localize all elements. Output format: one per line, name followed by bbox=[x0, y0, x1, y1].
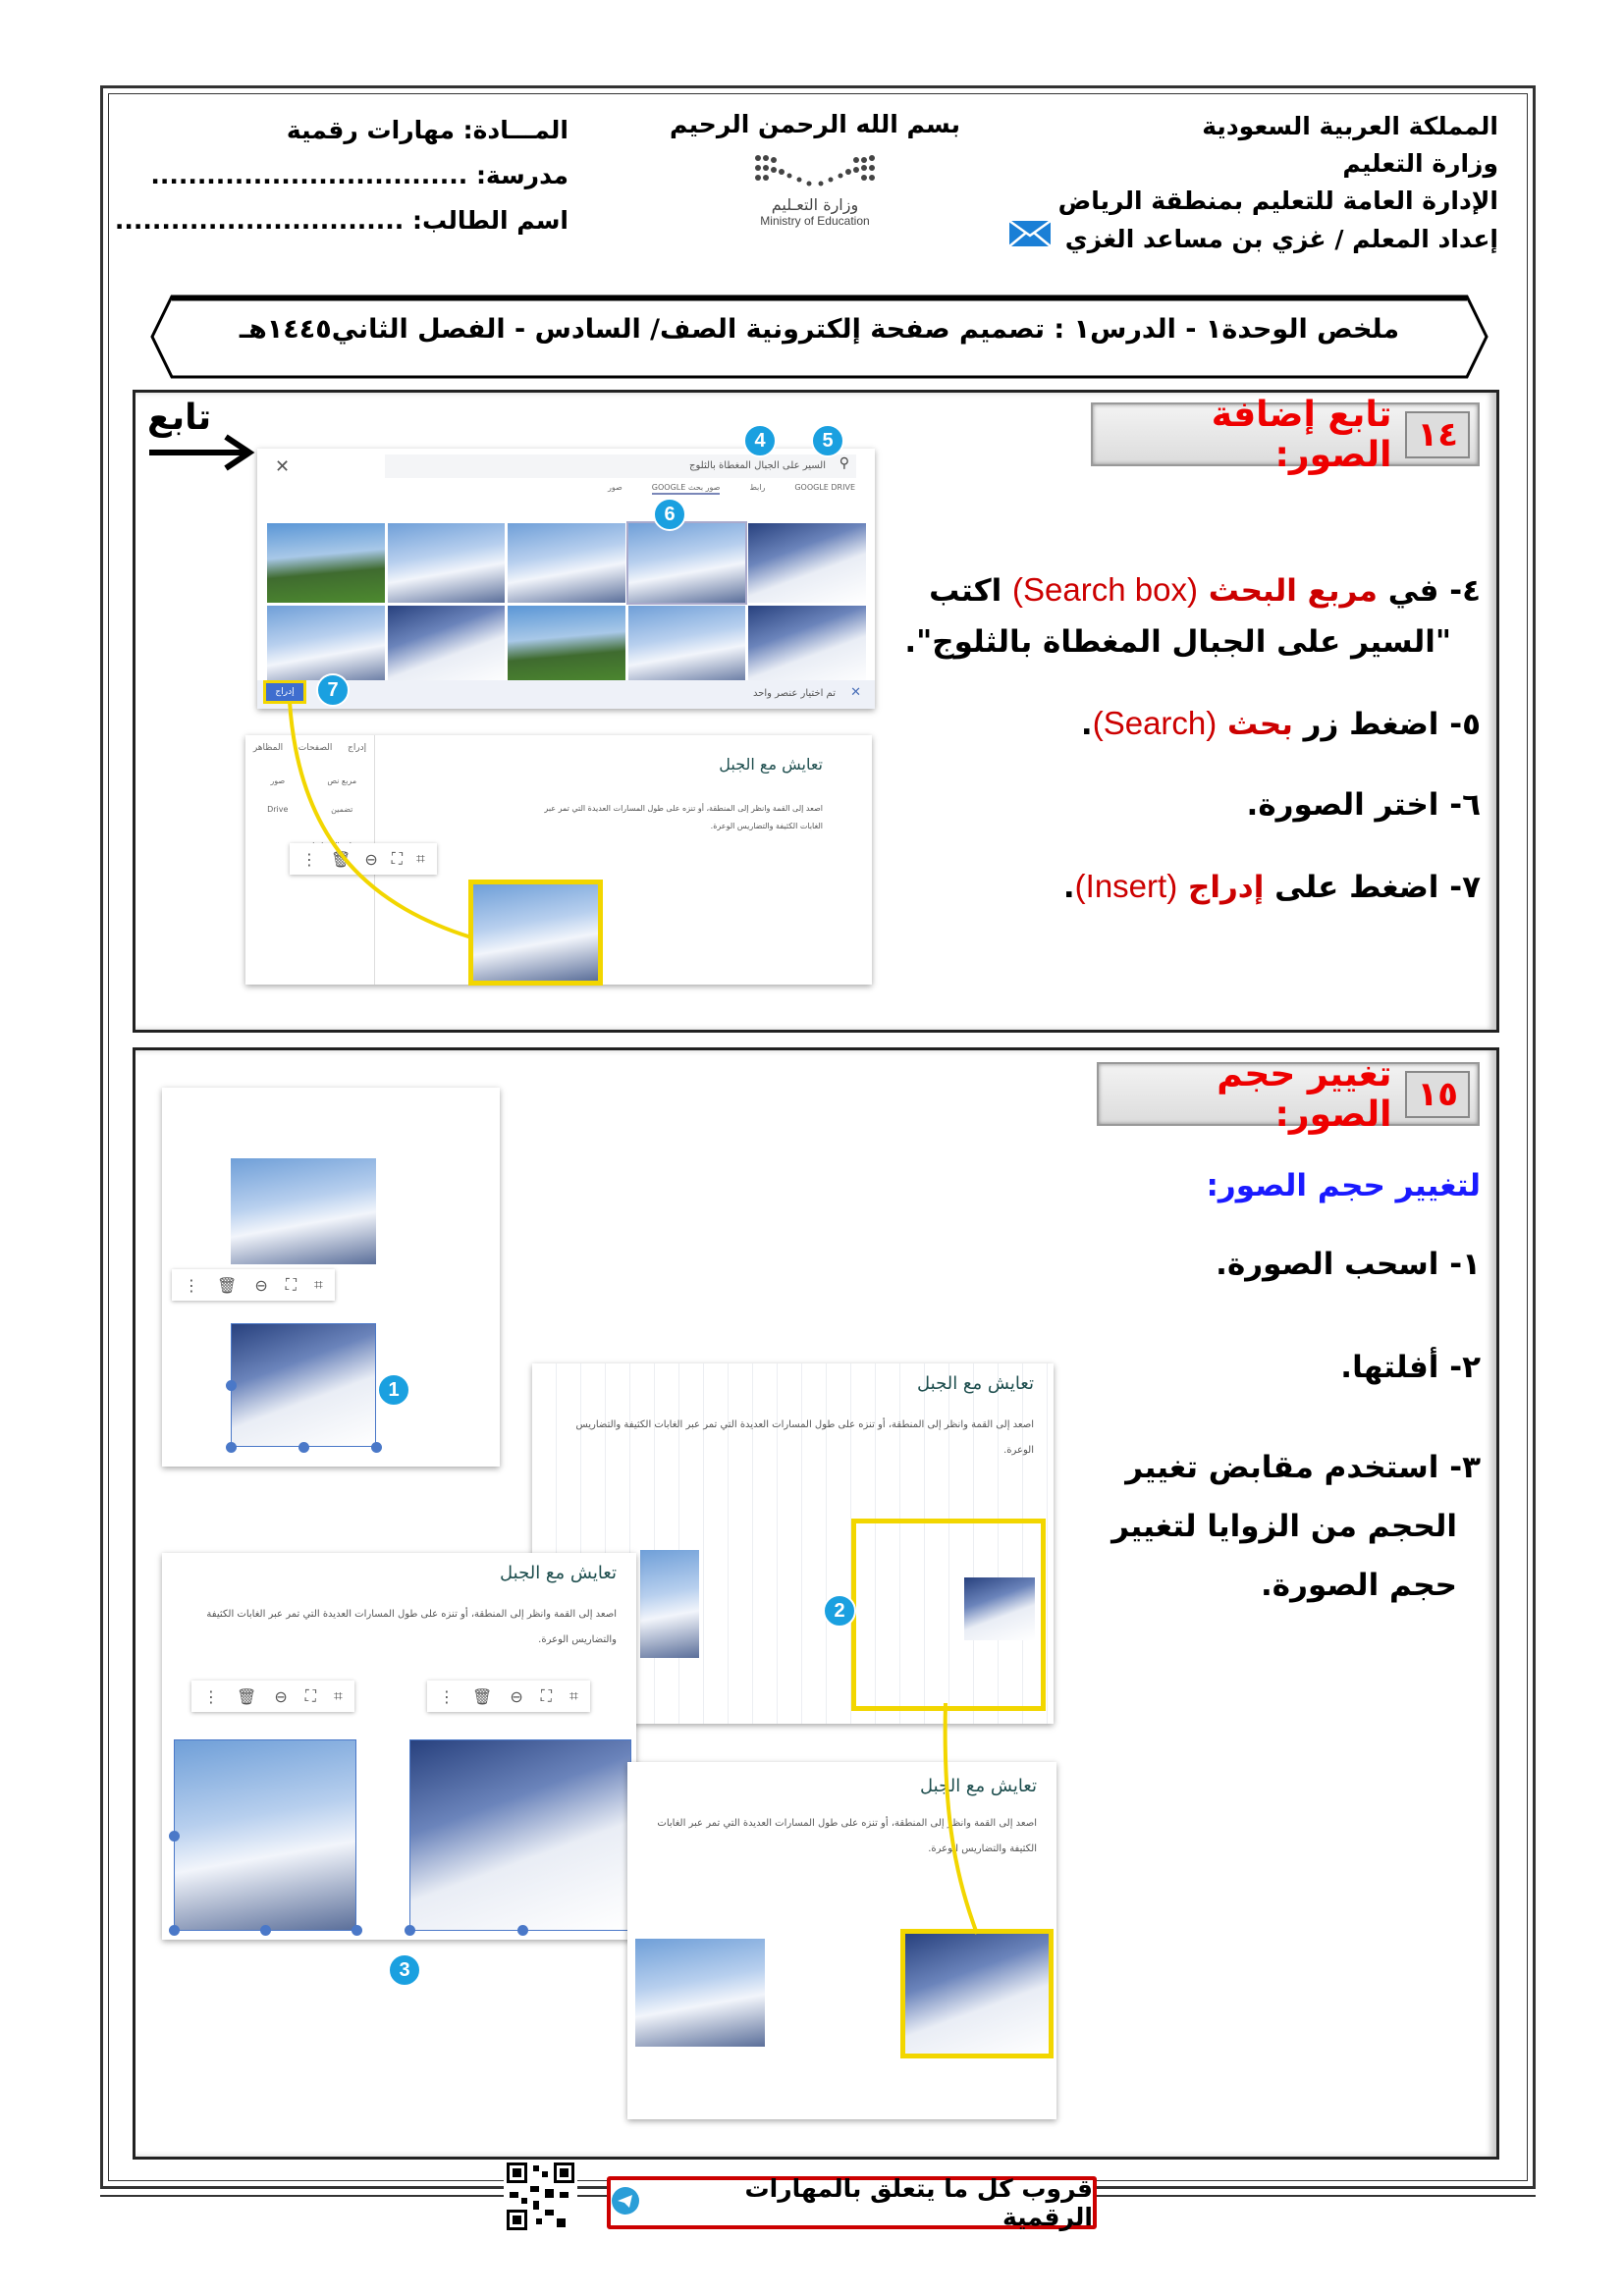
step-4: ٤- في مربع البحث (Search box) اكتب bbox=[929, 571, 1481, 609]
resize-panel bbox=[162, 1553, 636, 1940]
mountain-image bbox=[640, 1550, 699, 1658]
ministry-label: وزارة التعليم bbox=[1342, 149, 1498, 178]
tab-pages[interactable]: الصفحات bbox=[298, 743, 333, 753]
drop-target[interactable] bbox=[851, 1519, 1046, 1711]
kingdom-label: المملكة العربية السعودية bbox=[1202, 112, 1498, 140]
image-results-grid bbox=[267, 523, 866, 685]
result-image[interactable] bbox=[508, 523, 625, 603]
page-body: اصعد إلى القمة وانظر إلى المنطقة، أو تنزه على طول المسارات العديدة التي تمر عبر الغابات الكثيفة والتضاريس الوعرة. bbox=[544, 804, 823, 830]
step-6: ٦- اختر الصورة. bbox=[1246, 787, 1481, 823]
tab-google-drive[interactable]: GOOGLE DRIVE bbox=[794, 483, 855, 492]
selection-status: تم اختيار عنصر واحد bbox=[752, 688, 836, 699]
section-number: ١٤ bbox=[1405, 411, 1470, 458]
more-icon[interactable]: ⋮ bbox=[439, 1686, 455, 1706]
tab-google-search[interactable]: صور بحث GOOGLE bbox=[652, 483, 721, 495]
result-image[interactable] bbox=[748, 606, 866, 685]
more-icon[interactable]: ⋮ bbox=[301, 849, 317, 869]
tab-link[interactable]: رابط bbox=[749, 483, 766, 492]
delete-icon[interactable]: 🗑 bbox=[237, 1686, 257, 1706]
result-image[interactable] bbox=[267, 523, 385, 603]
steps-list bbox=[904, 571, 1481, 905]
delete-icon[interactable]: 🗑 bbox=[331, 849, 352, 869]
inserted-image[interactable] bbox=[468, 880, 603, 986]
student-label: اسم الطالب: bbox=[404, 206, 568, 235]
resize-subheading: لتغيير حجم الصور: bbox=[1206, 1168, 1481, 1203]
step-badge-3: 3 bbox=[388, 1953, 421, 1987]
section-14-title bbox=[1091, 394, 1480, 475]
more-icon[interactable]: ⋮ bbox=[184, 1275, 199, 1295]
fullscreen-icon[interactable]: ⛶ bbox=[285, 1275, 297, 1294]
clear-selection-icon[interactable]: ✕ bbox=[850, 685, 861, 700]
section-number: ١٥ bbox=[1405, 1071, 1470, 1118]
result-image[interactable] bbox=[267, 606, 385, 685]
result-image[interactable] bbox=[628, 606, 746, 685]
resized-target[interactable] bbox=[900, 1929, 1054, 2058]
section-title: تغيير حجم الصور: bbox=[1217, 1053, 1392, 1135]
lesson-title: ملخص الوحدة١ - الدرس١ : تصميم صفحة إلكترونية الصف/ السادس - الفصل الثاني١٤٤٥هـ bbox=[239, 314, 1400, 345]
crop-icon[interactable]: ⌗ bbox=[568, 1686, 578, 1705]
arrow-right-icon bbox=[147, 433, 257, 472]
tab-themes[interactable]: المظاهر bbox=[252, 743, 284, 753]
fullscreen-icon[interactable]: ⛶ bbox=[540, 1686, 552, 1705]
telegram-group-link[interactable] bbox=[607, 2176, 1097, 2229]
resize-step-3: ٣- استخدم مقابض تغيير bbox=[1125, 1450, 1481, 1485]
images-item[interactable]: صور bbox=[270, 776, 286, 785]
connector-line bbox=[280, 702, 476, 947]
directorate-label: الإدارة العامة للتعليم بمنطقة الرياض bbox=[1057, 187, 1498, 215]
step-badge-4: 4 bbox=[743, 424, 777, 457]
school-label: مدرسة: bbox=[467, 161, 568, 189]
group-label: قروب كل ما يتعلق بالمهارات الرقمية bbox=[744, 2174, 1093, 2231]
result-image[interactable] bbox=[388, 606, 506, 685]
result-image-selected[interactable] bbox=[628, 523, 746, 603]
connector-line bbox=[938, 1703, 987, 1939]
close-icon[interactable]: ✕ bbox=[275, 456, 291, 477]
resize-step-3-end: حجم الصورة. bbox=[1261, 1568, 1457, 1603]
page-heading: تعايش مع الجبل bbox=[719, 755, 823, 774]
panel-heading: تعايش مع الجبل bbox=[920, 1776, 1037, 1796]
result-image[interactable] bbox=[748, 523, 866, 603]
drag-panel bbox=[162, 1088, 500, 1467]
tab-photos[interactable]: صور bbox=[608, 483, 623, 492]
teacher-label: إعداد المعلم / غزي بن مساعد الغزي bbox=[1064, 224, 1498, 253]
teacher-row bbox=[1008, 220, 1498, 258]
section-title: تابع إضافة الصور: bbox=[1211, 394, 1392, 475]
student-field[interactable]: ............................... bbox=[114, 206, 405, 235]
school-field[interactable]: .................................. bbox=[150, 161, 468, 189]
drive-item[interactable]: Drive bbox=[267, 805, 289, 814]
text-box-item[interactable]: مربع نص bbox=[327, 776, 357, 785]
header-left bbox=[115, 108, 568, 243]
crop-icon[interactable]: ⌗ bbox=[415, 849, 425, 868]
step-5: ٥- اضغط زر بحث (Search). bbox=[1080, 705, 1481, 742]
step-badge-7: 7 bbox=[316, 673, 350, 707]
qr-code[interactable] bbox=[504, 2160, 577, 2233]
resized-image-right[interactable] bbox=[409, 1739, 631, 1931]
logo-english: Ministry of Education bbox=[760, 214, 870, 228]
fullscreen-icon[interactable]: ⛶ bbox=[391, 849, 403, 868]
link-icon[interactable]: ⊖ bbox=[364, 849, 378, 869]
insert-button[interactable]: إدراج bbox=[263, 680, 306, 704]
result-image[interactable] bbox=[388, 523, 506, 603]
image-toolbar bbox=[172, 1269, 335, 1301]
embed-item[interactable]: تضمين bbox=[331, 805, 353, 814]
image-toolbar bbox=[427, 1681, 590, 1712]
tab-insert[interactable]: إدراج bbox=[348, 743, 367, 753]
more-icon[interactable]: ⋮ bbox=[203, 1686, 219, 1706]
image-toolbar bbox=[191, 1681, 354, 1712]
panel-heading: تعايش مع الجبل bbox=[917, 1373, 1034, 1394]
step-badge-2: 2 bbox=[823, 1594, 856, 1628]
panel-body: اصعد إلى القمة وانظر إلى المنطقة، أو تنزه على طول المسارات العديدة التي تمر عبر الغابات الكثيفة والتضاريس الوعرة. bbox=[657, 1818, 1037, 1854]
step-7: ٧- اضغط على إدراج (Insert). bbox=[1062, 868, 1481, 905]
resize-step-1: ١- اسحب الصورة. bbox=[1216, 1247, 1481, 1282]
step-4-query: "السير على الجبال المغطاة بالثلوج". bbox=[904, 624, 1451, 660]
result-panel bbox=[627, 1762, 1056, 2119]
dragged-image[interactable] bbox=[231, 1323, 376, 1447]
delete-icon[interactable]: 🗑 bbox=[217, 1275, 238, 1295]
basmala: بسم الله الرحمن الرحيم bbox=[670, 110, 960, 138]
mountain-image[interactable] bbox=[231, 1158, 376, 1264]
mountain-image[interactable] bbox=[635, 1939, 765, 2047]
resize-step-2: ٢- أفلتها. bbox=[1340, 1350, 1481, 1385]
subject-label: المـــادة: مهارات رقمية bbox=[286, 116, 568, 144]
continue-label: تابع bbox=[147, 398, 212, 438]
resized-image-left[interactable] bbox=[174, 1739, 356, 1931]
email-icon[interactable] bbox=[1008, 220, 1052, 258]
continue-marker bbox=[147, 398, 211, 438]
header-right bbox=[1008, 108, 1498, 258]
crop-icon[interactable]: ⌗ bbox=[333, 1686, 343, 1705]
step-badge-5: 5 bbox=[811, 424, 844, 457]
search-icon[interactable]: ⚲ bbox=[839, 455, 849, 471]
panel-body: اصعد إلى القمة وانظر إلى المنطقة، أو تنزه على طول المسارات العديدة التي تمر عبر الغابات الكثيفة والتضاريس الوعرة. bbox=[206, 1609, 617, 1645]
ministry-logo bbox=[746, 152, 884, 191]
section-15-title bbox=[1097, 1053, 1480, 1135]
fullscreen-icon[interactable]: ⛶ bbox=[304, 1686, 316, 1705]
resize-step-3-cont: الحجم من الزوايا لتغيير bbox=[1111, 1509, 1457, 1544]
logo-arabic: وزارة التعـليم bbox=[771, 195, 859, 214]
crop-icon[interactable]: ⌗ bbox=[313, 1275, 323, 1294]
link-icon[interactable]: ⊖ bbox=[254, 1275, 268, 1295]
telegram-icon bbox=[611, 2186, 640, 2219]
image-search-dialog bbox=[257, 449, 875, 709]
link-icon[interactable]: ⊖ bbox=[274, 1686, 288, 1706]
source-tabs bbox=[608, 483, 855, 495]
delete-icon[interactable]: 🗑 bbox=[472, 1686, 493, 1706]
panel-heading: تعايش مع الجبل bbox=[500, 1563, 617, 1583]
step-badge-1: 1 bbox=[377, 1373, 410, 1407]
search-query: السير على الجبال المغطاة بالثلوج bbox=[689, 460, 826, 471]
step-badge-6: 6 bbox=[653, 498, 686, 531]
header-center bbox=[648, 110, 982, 228]
result-image[interactable] bbox=[508, 606, 625, 685]
link-icon[interactable]: ⊖ bbox=[510, 1686, 523, 1706]
panel-body: اصعد إلى القمة وانظر إلى المنطقة، أو تنزه على طول المسارات العديدة التي تمر عبر الغابات الكثيفة والتضاريس الوعرة. bbox=[575, 1419, 1034, 1456]
